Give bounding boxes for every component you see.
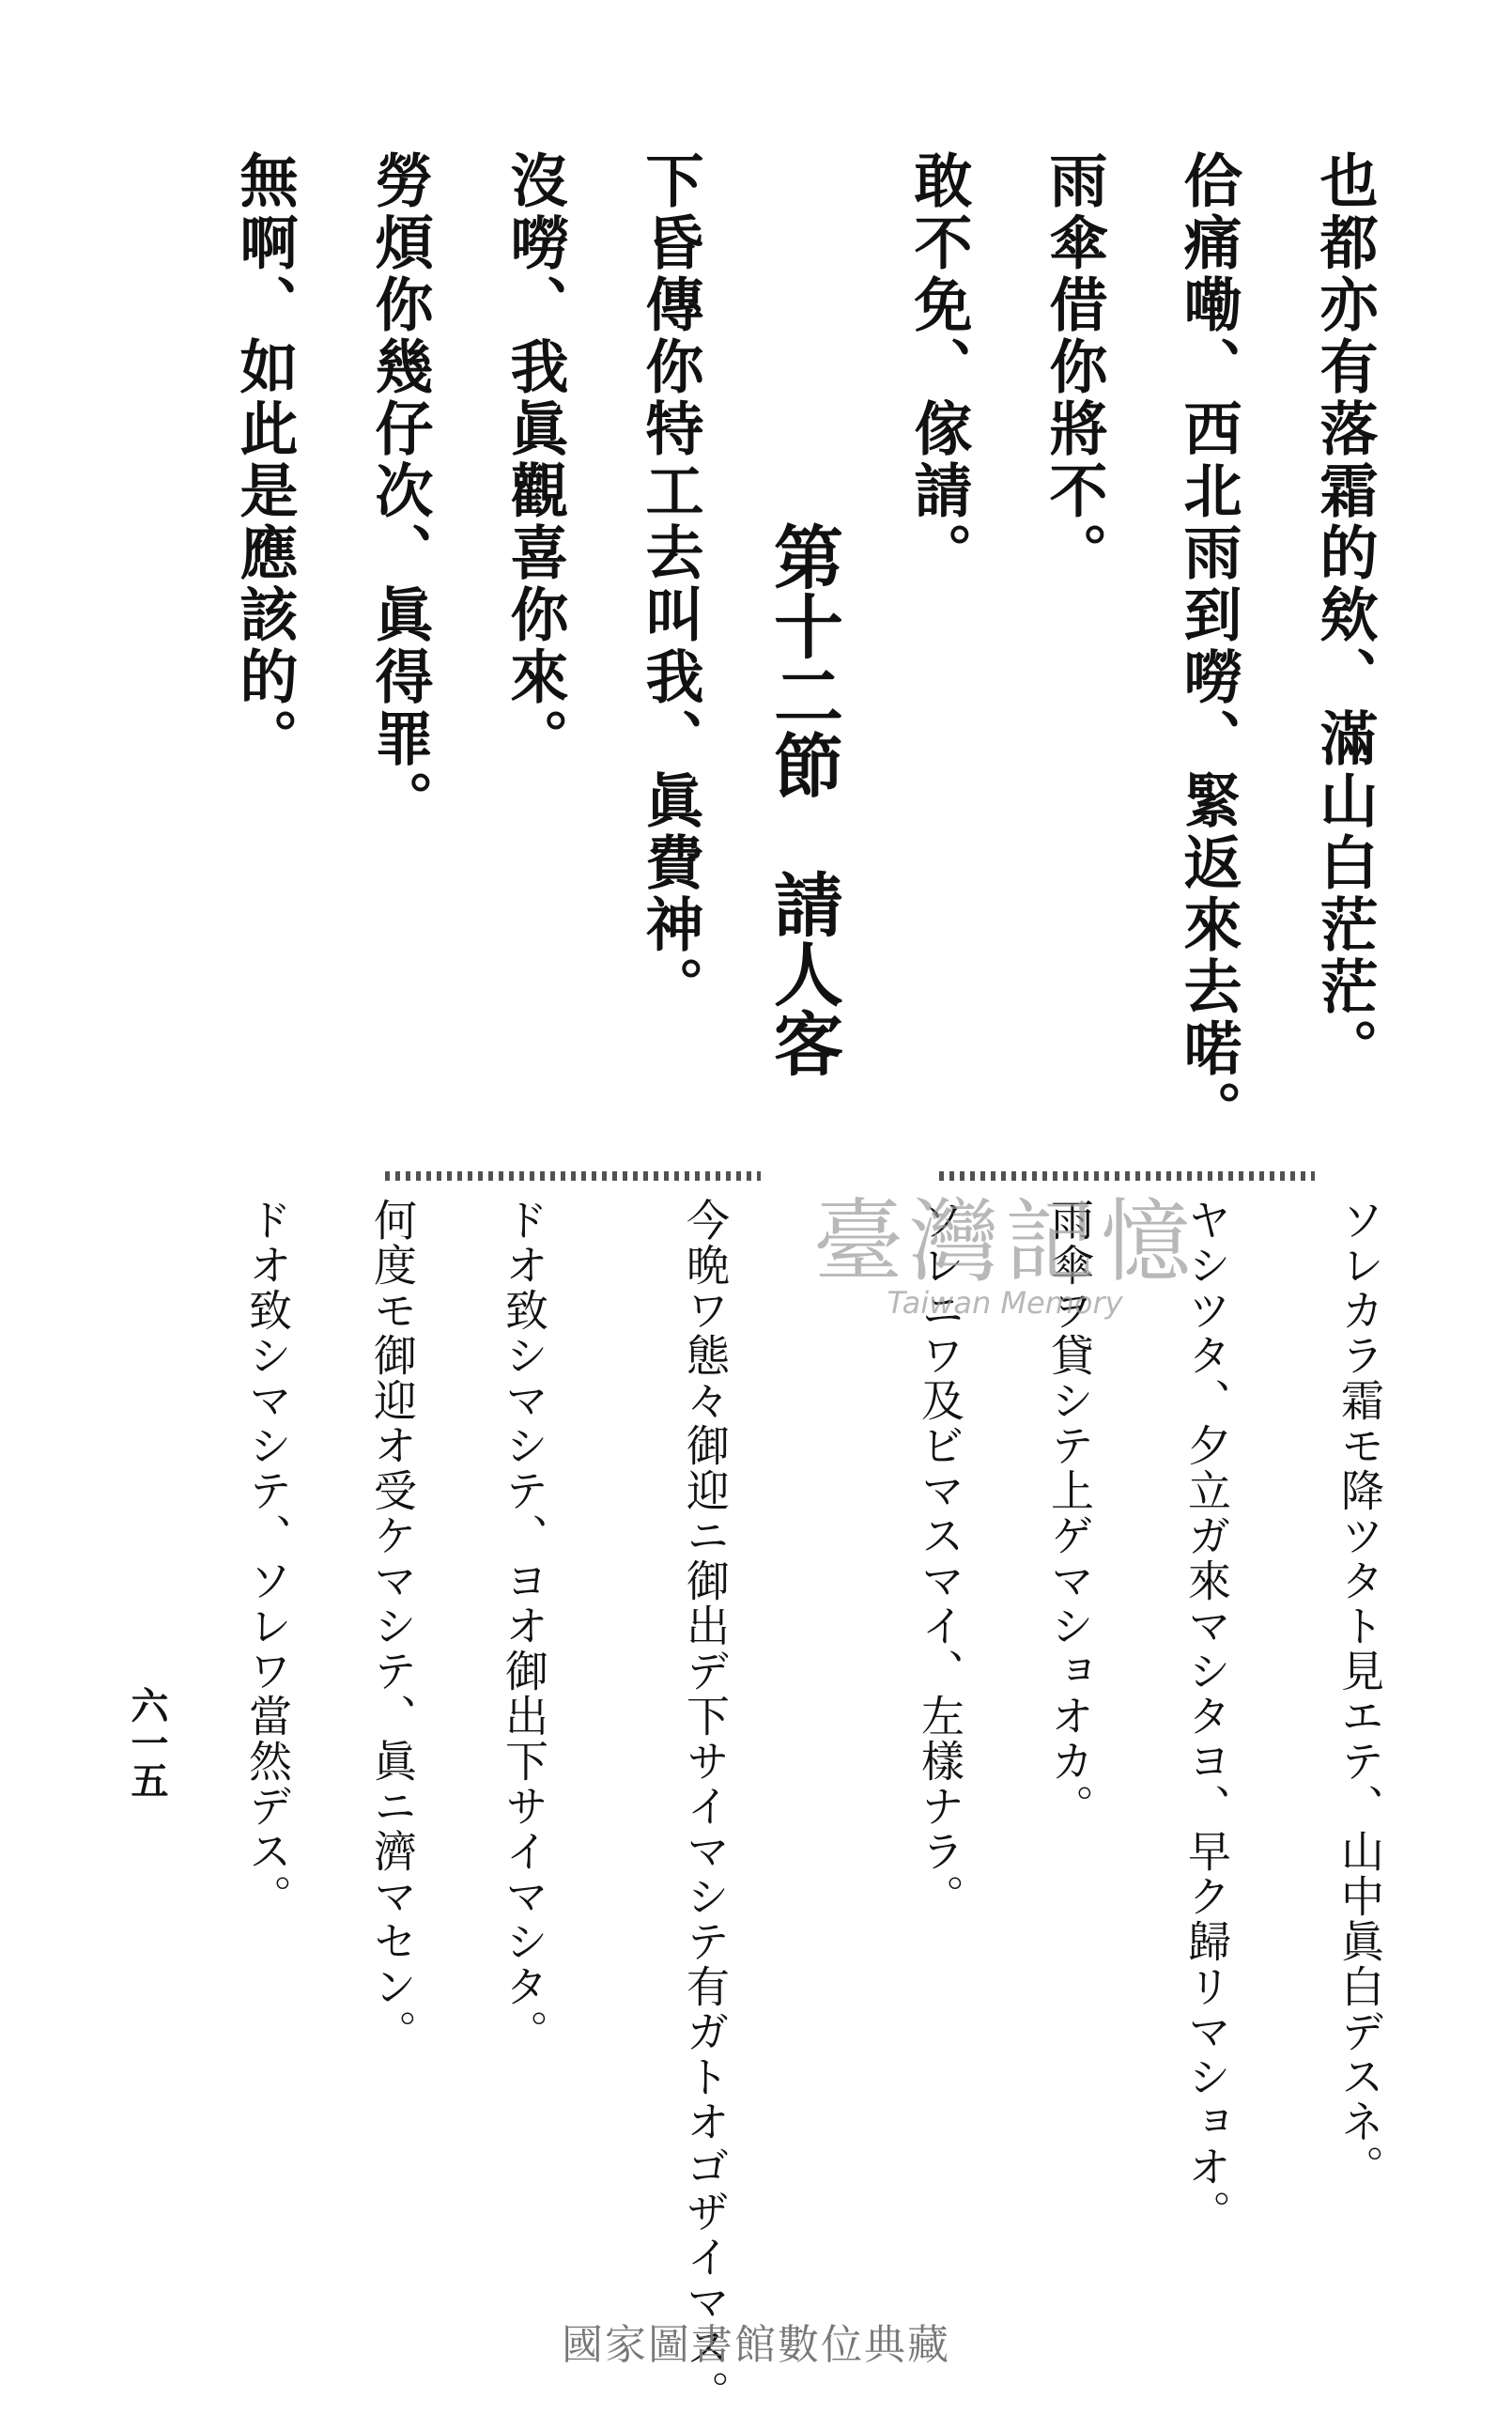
chinese-lower-line-4: 無啊、如此是應該的。 bbox=[230, 150, 299, 770]
watermark-english: Taiwan Memory bbox=[887, 1284, 1123, 1321]
section-heading: 第十二節 請人客 bbox=[763, 521, 843, 1077]
japanese-upper-line-3: 雨傘ヲ貸シテ上ゲマショオカ。 bbox=[1044, 1198, 1095, 1829]
watermark-chinese: 臺灣記憶 bbox=[813, 1189, 1196, 1294]
chinese-lower-line-1: 下昏傳你特工去叫我、眞費神。 bbox=[636, 150, 704, 1018]
japanese-upper-line-2: ヤシツタ、夕立ガ來マシタヨ、早ク歸リマショオ。 bbox=[1181, 1198, 1232, 2235]
page-number: 六一五 bbox=[125, 1686, 169, 1799]
japanese-lower-line-1: 今晩ワ態々御迎ニ御出デ下サイマシテ有ガトオゴザイマス。 bbox=[680, 1198, 731, 2415]
footer-archive-label: 國家圖書館數位典藏 bbox=[562, 2321, 950, 2369]
chinese-upper-line-4: 敢不免、傢請。 bbox=[904, 150, 973, 584]
divider-rule-left bbox=[385, 1171, 761, 1181]
watermark bbox=[751, 1189, 1258, 1353]
japanese-lower-line-2: ドオ致シマシテ、ヨオ御出下サイマシタ。 bbox=[499, 1198, 549, 2054]
divider-rule-right bbox=[939, 1171, 1315, 1181]
chinese-upper-line-1: 也都亦有落霜的欸、滿山白茫茫。 bbox=[1310, 150, 1379, 1080]
japanese-lower-line-4: ドオ致シマシテ、ソレワ當然デス。 bbox=[242, 1198, 293, 1919]
chinese-lower-line-3: 勞煩你幾仔次、眞得罪。 bbox=[365, 150, 434, 832]
chinese-upper-line-2: 佮痛嘞、西北雨到嘮、緊返來去喏。 bbox=[1174, 150, 1242, 1142]
japanese-lower-line-3: 何度モ御迎オ受ケマシテ、眞ニ濟マセン。 bbox=[367, 1198, 418, 2054]
chinese-lower-line-2: 沒嘮、我眞觀喜你來。 bbox=[501, 150, 569, 770]
japanese-upper-line-1: ソレカラ霜モ降ツタト見エテ、山中眞白デスネ。 bbox=[1335, 1198, 1385, 2190]
japanese-upper-line-4: ソレニワ及ビマスマイ、左樣ナラ。 bbox=[915, 1198, 965, 1919]
chinese-upper-line-3: 雨傘借你將不。 bbox=[1040, 150, 1108, 584]
